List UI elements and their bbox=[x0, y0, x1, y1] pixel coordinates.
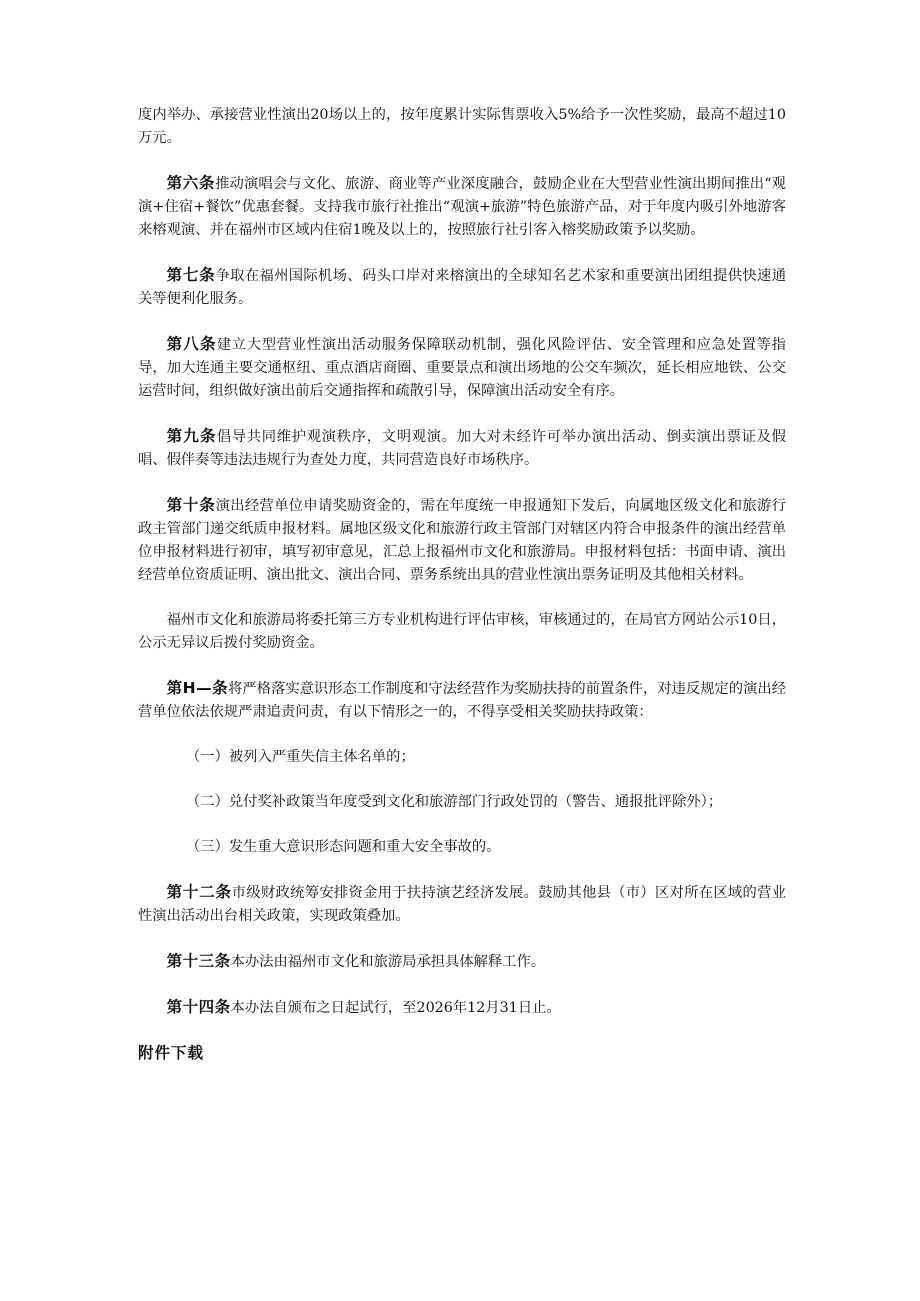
article-12-text: 市级财政统筹安排资金用于扶持演艺经济发展。鼓励其他县（市）区对所在区域的营业性演出活动出台相关政策，实现政策叠加。 bbox=[138, 885, 786, 924]
article-10-text: 演出经营单位申请奖励资金的，需在年度统一申报通知下发后，向属地区级文化和旅游行政主管部门递交纸质申报材料。属地区级文化和旅游行政主管部门对辖区内符合申报条件的演出经营单位申报材料进行初审，填写初审意见，汇总上报福州市文化和旅游局。申报材料包括：书面申请、演出经营单位资质证明、演出批文、演出合同、票务系统出具的营业性演出票务证明及其他相关材料。 bbox=[138, 498, 786, 583]
article-8-text: 建立大型营业性演出活动服务保障联动机制，强化风险评估、安全管理和应急处置等指导，加大连通主要交通枢纽、重点酒店商圈、重要景点和演出场地的公交车频次，延长相应地铁、公交运营时间，组织做好演出前后交通指挥和疏散引导，保障演出活动安全有序。 bbox=[138, 337, 786, 399]
article-13 bbox=[138, 950, 786, 974]
article-10-title: 第十条 bbox=[166, 496, 216, 514]
list-item: （三）发生重大意识形态问题和重大安全事故的。 bbox=[186, 839, 501, 855]
article-7-title: 第七条 bbox=[166, 266, 216, 284]
article-9-text: 倡导共同维护观演秩序，文明观演。加大对未经许可举办演出活动、倒卖演出票证及假唱、假伴奏等违法违规行为查处力度，共同营造良好市场秩序。 bbox=[138, 429, 786, 468]
article-7-text: 争取在福州国际机场、码头口岸对来榕演出的全球知名艺术家和重要演出团组提供快速通关等便利化服务。 bbox=[138, 268, 786, 307]
article-14-text: 本办法自颁布之日起试行，至2026年12月31日止。 bbox=[230, 1000, 561, 1016]
article-13-title: 第十三条 bbox=[166, 952, 231, 970]
intro-paragraph: 度内举办、承接营业性演出20场以上的，按年度累计实际售票收入5%给予一次性奖励，最高不超过10万元。 bbox=[138, 107, 786, 146]
article-9 bbox=[138, 425, 786, 472]
document-body bbox=[138, 104, 786, 1066]
article-9-title: 第九条 bbox=[166, 427, 217, 445]
article-8 bbox=[138, 333, 786, 403]
article-14-title: 第十四条 bbox=[166, 998, 231, 1016]
article-13-text: 本办法由福州市文化和旅游局承担具体解释工作。 bbox=[230, 954, 546, 970]
article-6-text: 推动演唱会与文化、旅游、商业等产业深度融合，鼓励企业在大型营业性演出期间推出“观演+住宿+餐饮”优惠套餐。支持我市旅行社推出“观演+旅游”特色旅游产品，对于年度内吸引外地游客来榕观演、并在福州市区域内住宿1晚及以上的，按照旅行社引客入榕奖励政策予以奖励。 bbox=[138, 176, 786, 238]
article-12-title: 第十二条 bbox=[166, 883, 232, 901]
article-14 bbox=[138, 996, 786, 1020]
article-11-text: 将严格落实意识形态工作制度和守法经营作为奖励扶持的前置条件，对违反规定的演出经营单位依法依规严肃追责问责，有以下情形之一的，不得享受相关奖励扶持政策： bbox=[138, 681, 786, 720]
article-6 bbox=[138, 172, 786, 242]
article-6-title: 第六条 bbox=[166, 174, 216, 192]
article-7 bbox=[138, 264, 786, 311]
review-paragraph: 福州市文化和旅游局将委托第三方专业机构进行评估审核，审核通过的，在局官方网站公示10日，公示无异议后拨付奖励资金。 bbox=[138, 612, 786, 651]
article-11 bbox=[138, 677, 786, 724]
article-12 bbox=[138, 881, 786, 928]
article-11-title: 第H—条 bbox=[166, 679, 229, 697]
attachment-download-link[interactable]: 附件下载 bbox=[138, 1044, 205, 1062]
list-item: （一）被列入严重失信主体名单的； bbox=[186, 749, 415, 765]
list-item: （二）兑付奖补政策当年度受到文化和旅游部门行政处罚的（警告、通报批评除外）； bbox=[186, 794, 723, 810]
article-8-title: 第八条 bbox=[166, 335, 217, 353]
article-10 bbox=[138, 494, 786, 587]
